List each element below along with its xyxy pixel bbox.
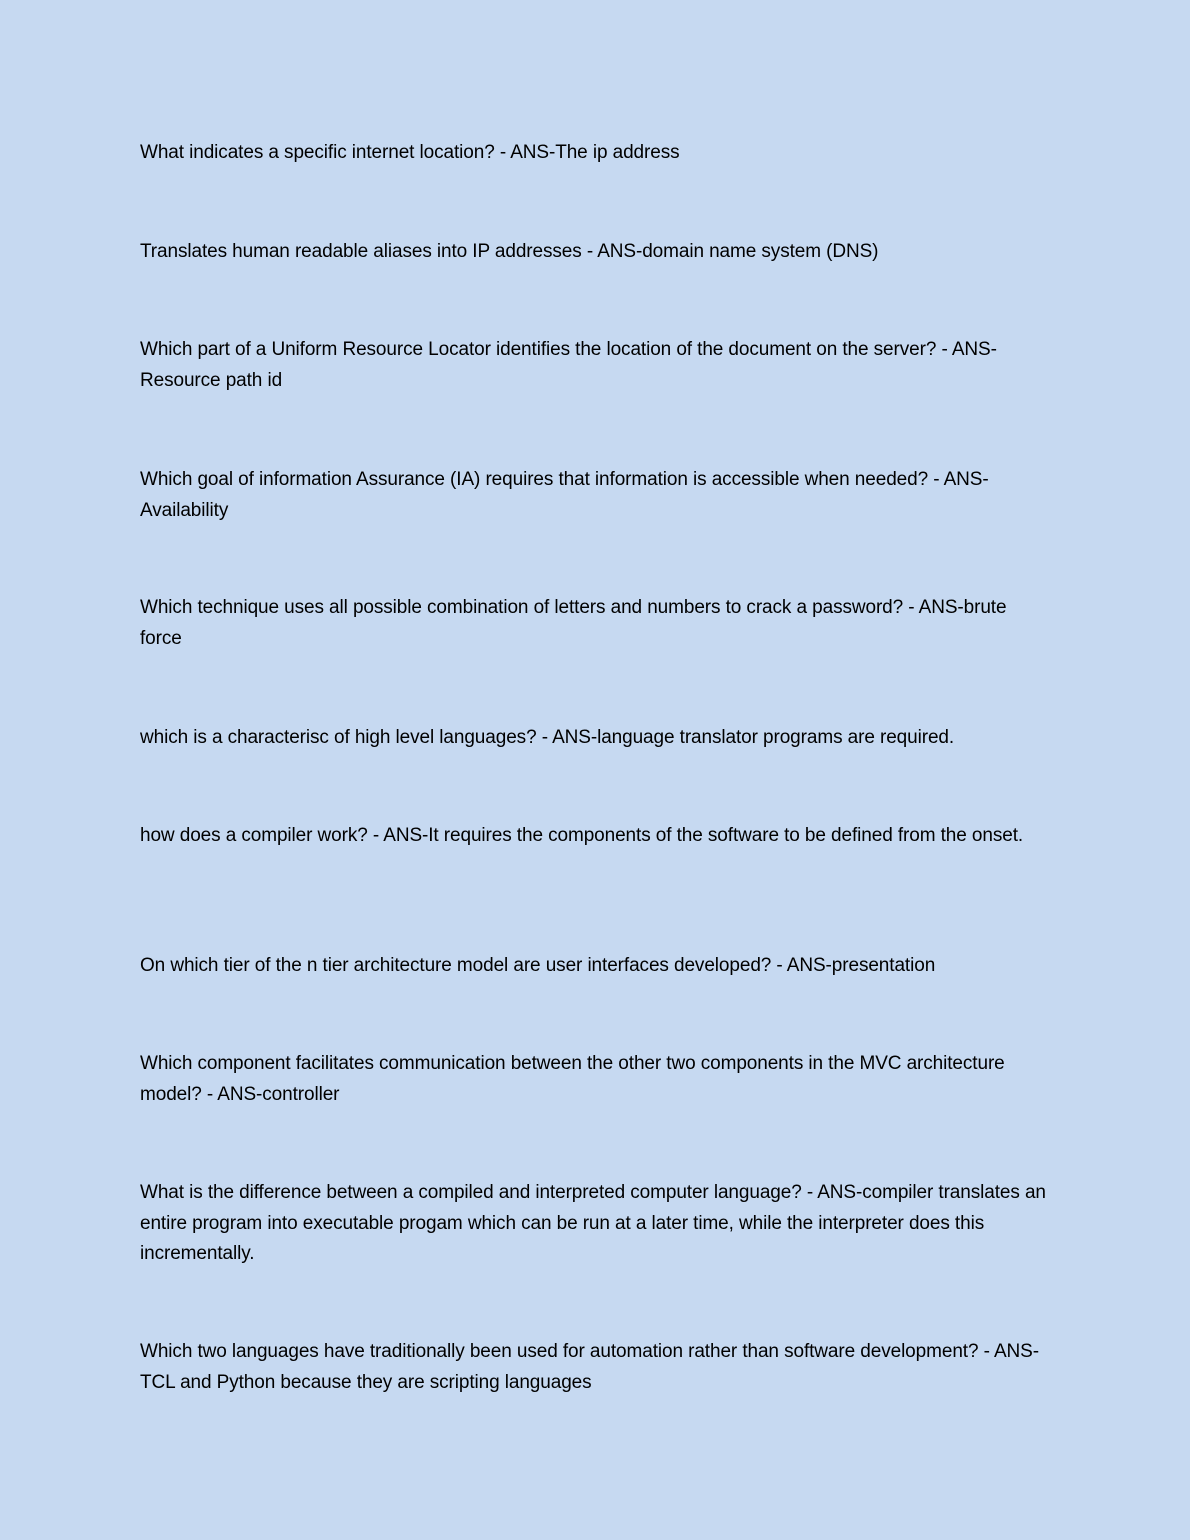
qa-item: Translates human readable aliases into IP addresses - ANS-domain name system (DNS) bbox=[140, 241, 879, 262]
qa-item: Which component facilitates communication between the other two components in the MVC architecture model? - ANS-controller bbox=[140, 1053, 1005, 1105]
qa-item: Which two languages have traditionally been used for automation rather than software development? - ANS-TCL and Python because they are scripting languages bbox=[140, 1341, 1039, 1393]
qa-item: Which part of a Uniform Resource Locator identifies the location of the document on the server? - ANS-Resource path id bbox=[140, 339, 997, 391]
qa-item: how does a compiler work? - ANS-It requires the components of the software to be defined from the onset. bbox=[140, 825, 1024, 846]
qa-item: which is a characterisc of high level languages? - ANS-language translator programs are required. bbox=[140, 727, 955, 748]
qa-item: On which tier of the n tier architecture model are user interfaces developed? - ANS-presentation bbox=[140, 955, 936, 976]
qa-item: What indicates a specific internet location? - ANS-The ip address bbox=[140, 142, 680, 163]
qa-item: Which technique uses all possible combination of letters and numbers to crack a password? - ANS-brute force bbox=[140, 597, 1007, 649]
qa-item: Which goal of information Assurance (IA) requires that information is accessible when needed? - ANS-Availability bbox=[140, 469, 989, 521]
qa-item: What is the difference between a compiled and interpreted computer language? - ANS-compiler translates an entire program into executable progam which can be run at a later time, while the interpreter does this incrementally. bbox=[140, 1182, 1046, 1264]
